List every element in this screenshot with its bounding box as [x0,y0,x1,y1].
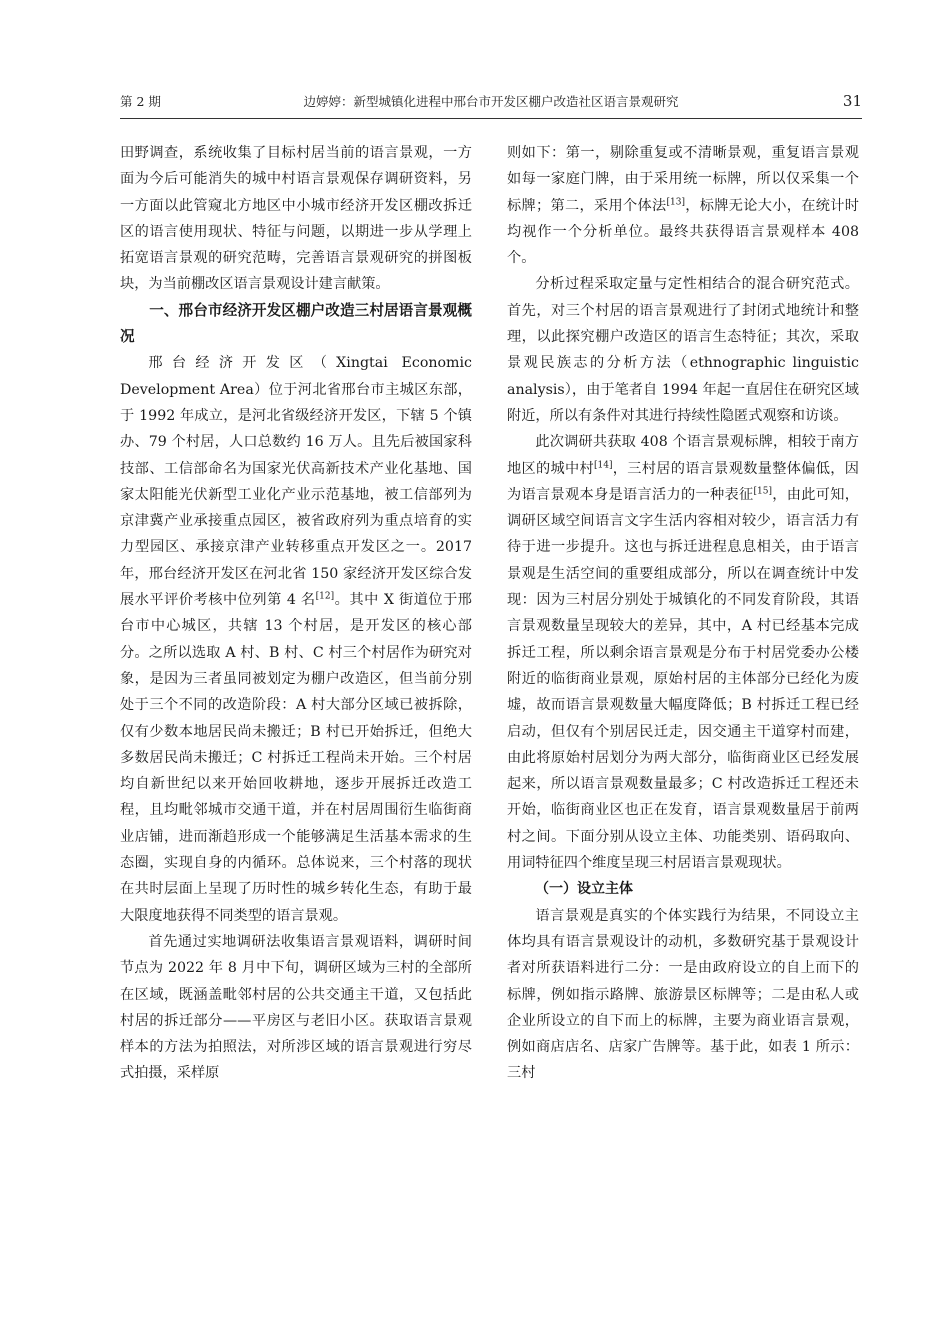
running-title: 边婷婷：新型城镇化进程中邢台市开发区棚户改造社区语言景观研究 [303,94,679,109]
section-heading: 一、邢台市经济开发区棚户改造三村居语言景观概况 [120,301,472,346]
paragraph [507,429,859,876]
paragraph-text: ，由此可知，调研区域空间语言文字生活内容相对较少，语言活力有待于进一步提升。这也与拆迁进程息息相关，由于语言景观是生活空间的重要组成部分，所以在调查统计中发现：因为三村居分别处于城镇化的不同发育阶段，其语言景观数量呈现较大的差异，其中，A 村已经基本完成拆迁工程，所以剩余语言景观是分布于村居党委办公楼附近的临街商业景观，原始村居的主体部分已经化为废墟，故而语言景观数量大幅度降低；B 村拆迁工程已经启动，但仅有个别居民迁走，因交通主干道穿村而建，由此将原始村居划分为两大部分，临街商业区已经发展起来，所以语言景观数量最多；C 村改造拆迁工程还未开始，临街商业区也正在发育，语言景观数量居于前两村之间。下面分别从设立主体、功能类别、语码取向、用词特征四个维度呈现三村居语言景观现状。 [507,486,859,872]
page-header [120,92,862,114]
citation-ref: [15] [753,486,772,497]
issue-label: 第 2 期 [120,94,161,109]
paragraph [120,350,472,929]
paragraph: 首先通过实地调研法收集语言景观语料，调研时间节点为 2022 年 8 月中下旬，调研区域为三村的全部所在区域，既涵盖毗邻村居的公共交通主干道，又包括此村居的拆迁部分——平房区与老旧小区。获取语言景观样本的方法为拍照法，对所涉区域的语言景观进行穷尽式拍摄，采样原 [120,933,472,1082]
citation-ref: [13] [666,196,685,207]
paragraph-text: ，三村居的语言景观数量整体偏低，因为语言景观本身是语言活力的一种表征 [507,460,859,503]
header-rule [120,118,862,119]
subsection-heading: （一）设立主体 [535,881,633,898]
citation-ref: [12] [315,591,335,602]
paragraph-text: 。其中 X 街道位于邢台市中心城区，共辖 13 个村居，是开发区的核心部分。之所以选取 A 村、B 村、C 村三个村居作为研究对象，是因为三者虽同被划定为棚户改造区，但当前分别处于三个不同的改造阶段：A 村大部分区域已被拆除，仅有少数本地居民尚未搬迁；B 村已开始拆迁，但绝大多数居民尚未搬迁；C 村拆迁工程尚未开始。三个村居均自新世纪以来开始回收耕地，逐步开展拆迁改造工程，且均毗邻城市交通干道，并在村居周围衍生临街商业店铺，进而渐趋形成一个能够满足生活基本需求的生态圈，实现自身的内循环。总体说来，三个村落的现状在共时层面上呈现了历时性的城乡转化生态，有助于最大限度地获得不同类型的语言景观。 [120,592,472,924]
citation-ref: [14] [594,459,613,470]
paragraph-text: 则如下：第一，剔除重复或不清晰景观，重复语言景观如每一家庭门牌，由于采用统一标牌，所以仅采集一个标牌；第二，采用个体法 [507,145,859,214]
paragraph-text: 此次调研共获取 408 个语言景观标牌，相较于南方地区的城中村 [507,434,859,477]
paragraph-text: ，标牌无论大小，在统计时均视作一个分析单位。最终共获得语言景观样本 408 个。 [507,197,859,267]
paragraph [507,140,859,271]
right-column [507,140,859,1087]
page-number: 31 [842,92,862,110]
paragraph-text: 邢台经济开发区（Xingtai Economic Development Area）位于河北省邢台市主城区东部，于 1992 年成立，是河北省级经济开发区，下辖 5 个镇办、79 个村居，人口总数约 16 万人。且先后被国家科技部、工信部命名为国家光伏高新技术产业化基地、国家太阳能光伏新型工业化产业示范基地，被工信部列为京津冀产业承接重点园区，被省政府列为重点培育的实力型园区、承接京津产业转移重点开发区之一。2017 年，邢台经济开发区在河北省 150 家经济开发区综合发展水平评价考核中位列第 4 名 [120,355,472,609]
left-column [120,140,472,1087]
paragraph: 语言景观是真实的个体实践行为结果，不同设立主体均具有语言景观设计的动机，多数研究基于景观设计者对所获语料进行二分：一是由政府设立的自上而下的标牌，例如指示路牌、旅游景区标牌等；二是由私人或企业所设立的自下而上的标牌，主要为商业语言景观，例如商店店名、店家广告牌等。基于此，如表 1 所示：三村 [507,907,859,1082]
paragraph: 田野调查，系统收集了目标村居当前的语言景观，一方面为今后可能消失的城中村语言景观保存调研资料，另一方面以此管窥北方地区中小城市经济开发区棚改拆迁区的语言使用现状、特征与问题，以期进一步从学理上拓宽语言景观的研究范畴，完善语言景观研究的拼图板块，为当前棚改区语言景观设计建言献策。 [120,145,472,293]
paragraph: 分析过程采取定量与定性相结合的混合研究范式。首先，对三个村居的语言景观进行了封闭式地统计和整理，以此探究棚户改造区的语言生态特征；其次，采取景观民族志的分析方法（ethnographic linguistic analysis），由于笔者自 1994 年起一直居住在研究区域附近，所以有条件对其进行持续性隐匿式观察和访谈。 [507,276,859,424]
